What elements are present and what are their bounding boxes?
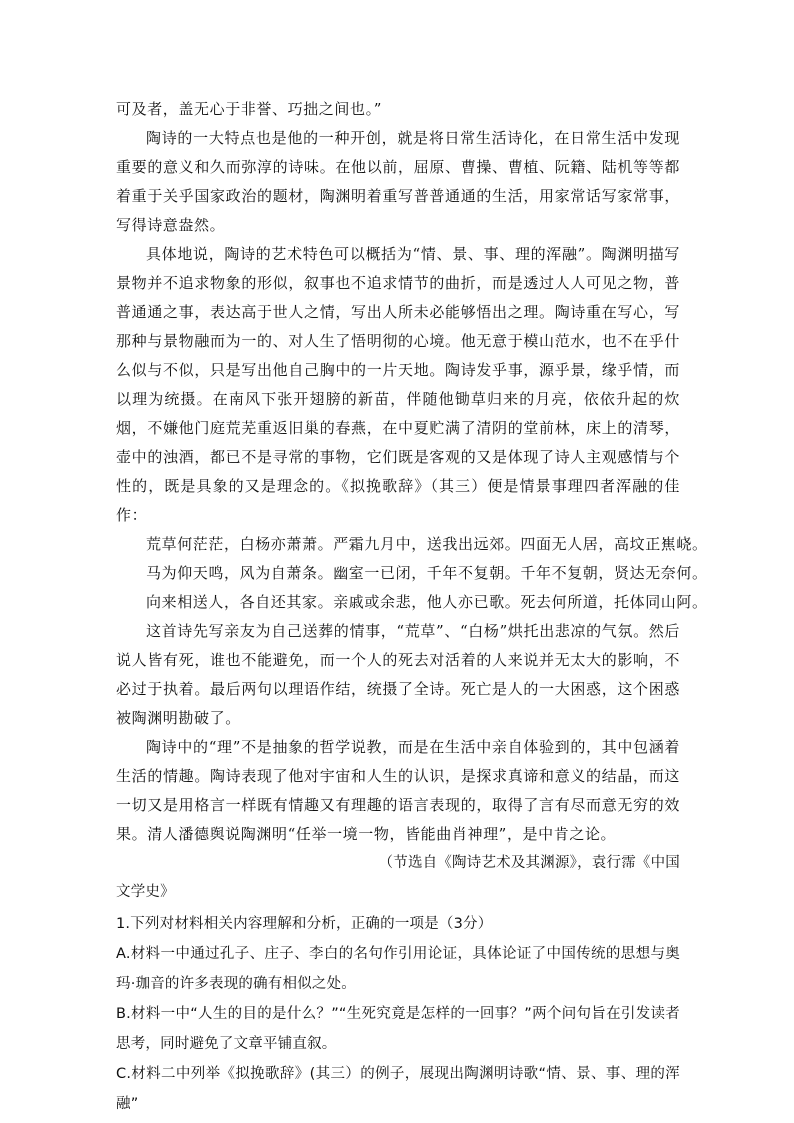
poem-block (116, 530, 708, 617)
essay-paragraph-3: 这首诗先写亲友为自己送葬的情事，“荒草”、“白杨”烘托出悲凉的气氛。然后说人皆有死，谁也不能避免，而一个人的死去对活着的人来说并无太大的影响，不必过于执着。最后两句以理语作结，统摄了全诗。死亡是人的一大困惑，这个困惑被陶渊明勘破了。 (116, 622, 680, 727)
document-page (116, 95, 708, 1119)
option-c: C.材料二中列举《拟挽歌辞》(其三）的例子，展现出陶渊明诗歌“情、景、事、理的浑融” (116, 1066, 680, 1112)
essay-paragraph-2: 具体地说，陶诗的艺术特色可以概括为“情、景、事、理的浑融”。陶渊明描写景物并不追求物象的形似，叙事也不追求情节的曲折，而是透过人人可见之物，普普通通之事，表达高于世人之情，写出人所未必能够悟出之理。陶诗重在写心，写那种与景物融而为一的、对人生了悟明彻的心境。他无意于模山范水，也不在乎什么似与不似，只是写出他自己胸中的一片天地。陶诗发乎事，源乎景，缘乎情，而以理为统摄。在南风下张开翅膀的新苗，伴随他锄草归来的月亮，依依升起的炊烟，不嫌他门庭荒芜重返旧巢的春燕，在中夏贮满了清阴的堂前林，床上的清琴，壶中的浊酒，都已不是寻常的事物，它们既是客观的又是体现了诗人主观感情与个性的，既是具象的又是理念的。《拟挽歌辞》（其三）便是情景事理四者浑融的佳作： (116, 245, 680, 524)
question-block (116, 909, 680, 1119)
question-stem: 1.下列对材料相关内容理解和分析，正确的一项是（3分） (116, 916, 493, 932)
essay-paragraph-1: 陶诗的一大特点也是他的一种开创，就是将日常生活诗化，在日常生活中发现重要的意义和久而弥淳的诗味。在他以前，屈原、曹操、曹植、阮籍、陆机等等都着重于关乎国家政治的题材，陶渊明着重写普普通通的生活，用家常话写家常事，写得诗意盎然。 (116, 129, 680, 234)
poem-line-1: 荒草何茫茫，白杨亦萧萧。严霜九月中，送我出远郊。四面无人居，高坟正嶣峣。 (146, 535, 708, 553)
poem-line-2: 马为仰天鸣，风为自萧条。幽室一已闭，千年不复朝。千年不复朝，贤达无奈何。 (146, 564, 708, 582)
source-citation: （节选自《陶诗艺术及其渊源》，袁行霈《中国 (378, 855, 680, 871)
option-b: B.材料一中“人生的目的是什么？”“生死究竟是怎样的一回事？”两个问句旨在引发读者思考，同时避免了文章平铺直叙。 (116, 1006, 680, 1052)
essay-paragraph-continued: 可及者，盖无心于非誉、巧拙之间也。” (116, 100, 382, 118)
poem-line-3: 向来相送人，各自还其家。亲戚或余悲，他人亦已歌。死去何所道，托体同山阿。 (146, 593, 708, 611)
source-citation-continued: 文学史》 (116, 884, 175, 900)
option-a: A.材料一中通过孔子、庄子、李白的名句作引用论证，具体论证了中国传统的思想与奥玛·珈音的许多表现的确有相似之处。 (116, 946, 680, 992)
essay-paragraph-4: 陶诗中的“理”不是抽象的哲学说教，而是在生活中亲自体验到的，其中包涵着生活的情趣。陶诗表现了他对宇宙和人生的认识，是探求真谛和意义的结晶，而这一切又是用格言一样既有情趣又有理趣的语言表现的，取得了言有尽而意无穷的效果。清人潘德舆说陶渊明“任举一境一物，皆能曲肖神理”，是中肯之论。 (116, 738, 680, 843)
